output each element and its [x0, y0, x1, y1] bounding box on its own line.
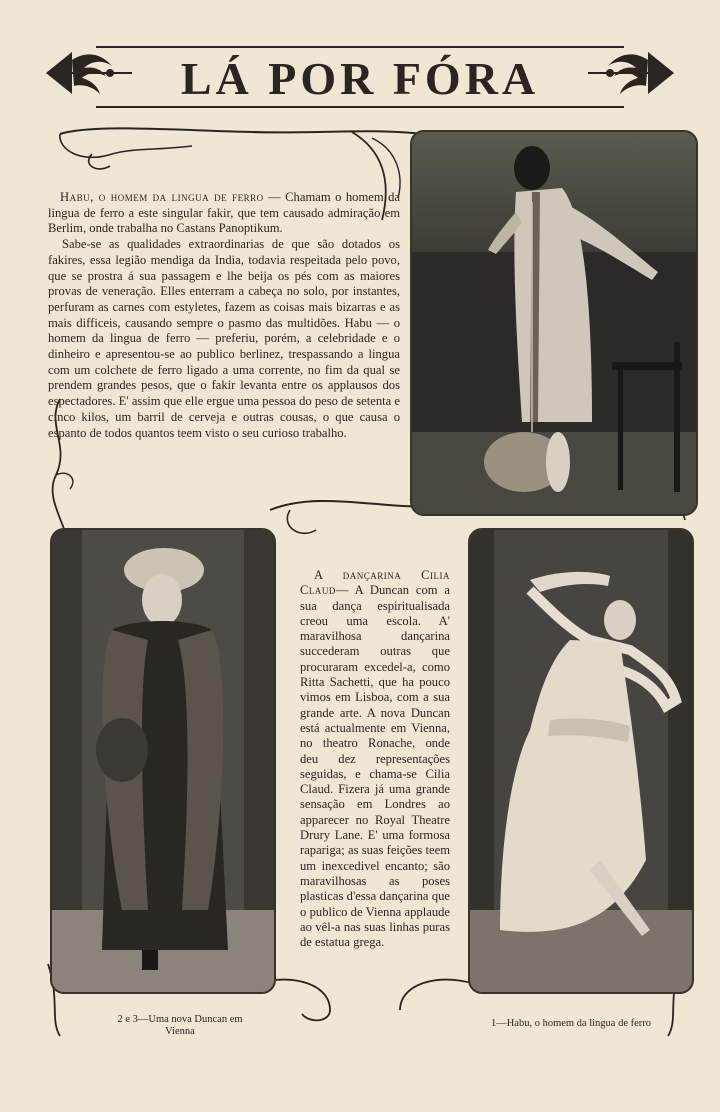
- page-title: LÁ POR FÓRA: [180, 53, 540, 104]
- article-habu-lead: — Chamam o homem da lingua de ferro a este singular fakir, que tem causado admiração em Berlim, onde trabalha no Castans Panoptikum.: [48, 190, 401, 236]
- caption-left-text: 2 e 3—Uma nova Duncan em Vienna: [117, 1014, 243, 1037]
- photo-habu: [410, 130, 698, 516]
- duncan-dancer-photo-image: [470, 530, 692, 992]
- photo-duncan-fur: [50, 528, 276, 994]
- article-cilia: [300, 568, 450, 950]
- article-cilia-heading: A dançarina Cilia Claud: [300, 568, 450, 598]
- caption-right-text: 1—Habu, o homem da lingua de ferro: [490, 1018, 652, 1029]
- habu-photo-image: [412, 132, 696, 514]
- article-habu: [48, 190, 400, 441]
- article-cilia-body: — A Duncan com a sua dança espiritualisada creou uma escola. A' maravilhosa dançarina succederam outras que procuraram excedel-a, como Ritta Sachetti, que ha pouco vimos em Lisboa, com a sua grande arte. A nova Duncan está actualmente em Vienna, no theatro Ronache, onde deu dez representações seguidas, e chama-se Cilia Claud. Fizera já uma grande sensação em Londres ao apparecer no Royal Theatre Drury Lane. E' uma formosa rapariga; as suas feições teem um inexcedivel encanto; são maravilhosas as poses plasticas d'essa dançarina que o publico de Vienna applaude ao vêl-a nas suas linhas puras de estatua grega.: [300, 583, 450, 950]
- caption-left: [110, 1014, 250, 1038]
- duncan-fur-photo-image: [52, 530, 274, 992]
- photo-duncan-dancer: [468, 528, 694, 994]
- article-habu-heading: Habu, o homem da lingua de ferro: [60, 190, 264, 204]
- title-banner: [96, 46, 624, 108]
- article-habu-p1: [48, 190, 400, 237]
- article-cilia-p1: [300, 568, 450, 950]
- caption-right: [486, 1018, 656, 1030]
- article-habu-p2: Sabe-se as qualidades extraordinarias de que são dotados os fakires, essa legião mendiga da India, todavia respeitada pelo povo, que se prostra á sua passagem e lhe beija os pés com as maiores provas de veneração. Elles enterram a cabeça no solo, por instantes, perfuram as carnes com estyletes, fazem as coisas mais bizarras e as mais difficeis, causando sempre o pasmo das multidões. Habu — o homem da lingua de ferro — preferiu, porém, a celebridade e o dinheiro e apresentou-se ao publico berlinez, trespassando a lingua com um colchete de ferro ligado a uma corrente, no fim da qual se prendem grandes pesos, que o fakir levanta entre os applausos dos espectadores. E' assim que elle ergue uma pessoa do peso de setenta e cinco kilos, um barril de cerveja e outras cousas, o que causa o espanto de todos quantos teem visto o seu curioso trabalho.: [48, 237, 400, 440]
